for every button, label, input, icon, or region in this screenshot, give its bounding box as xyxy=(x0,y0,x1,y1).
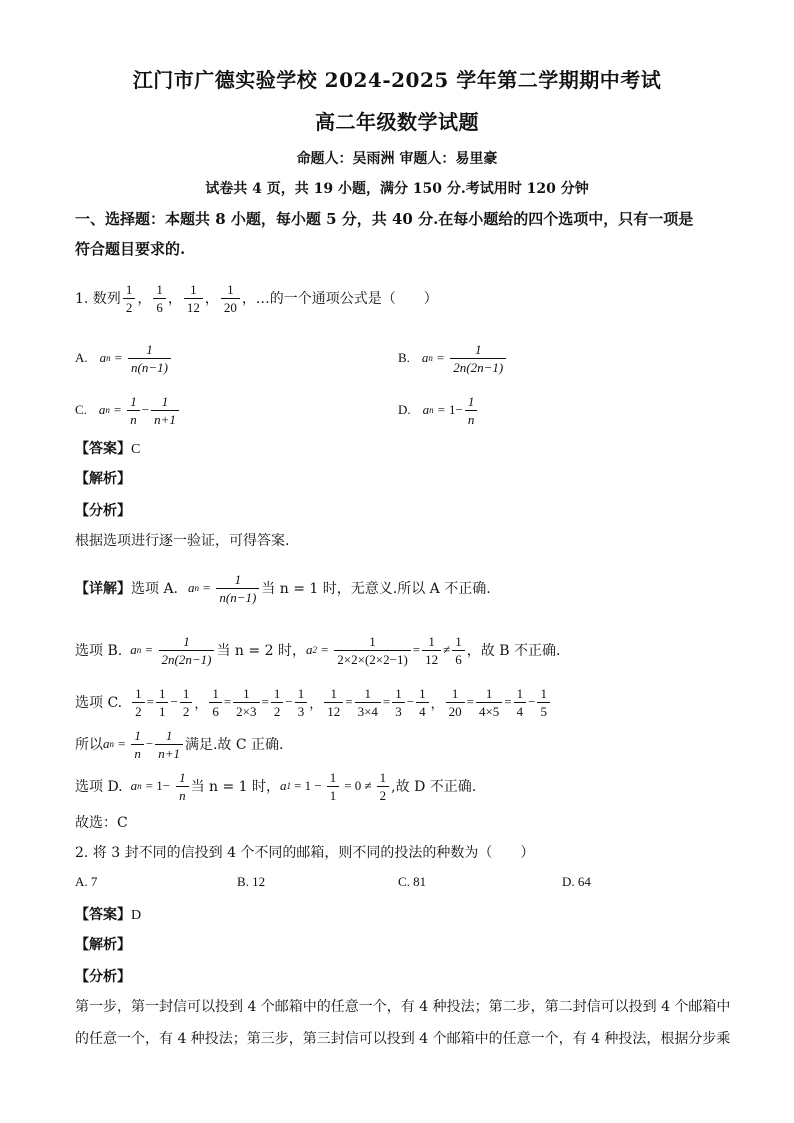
detail-prefix: 选项 C. xyxy=(75,695,123,711)
option-label: C. xyxy=(75,402,87,417)
detail-fraction: $\frac{1}{4}$ xyxy=(416,687,429,718)
detail-fraction: $\frac{1}{2\times 3}$ xyxy=(233,687,259,718)
option-sub: n xyxy=(105,405,110,415)
q2-fenxi-line2: 的任意一个，有 4 种投法；第三步，第三封信可以投到 4 个邮箱中的任意一个，有 4 种投法，根据分步乘 xyxy=(75,1031,731,1047)
exam-subtitle: 高二年级数学试题 xyxy=(315,110,479,134)
option-label: B. xyxy=(398,350,410,365)
option-label: A. xyxy=(75,350,88,365)
detail-fraction: $\frac{1}{n+1}$ xyxy=(155,729,183,760)
q1-detail-d: 选项 D. a n = 1− $\frac{1}{n}$ 当 n = 1 时， a 1 = 1 − $\frac{1}{1}$ = 0 ≠ $\frac{1}{2}$ ,故 D 不正确. xyxy=(75,769,477,803)
q1-sep: ， xyxy=(167,291,182,307)
detail-fraction: $\frac{1}{4}$ xyxy=(514,687,527,718)
option-fraction: $\frac{1}{n+1}$ xyxy=(151,395,179,426)
exam-authors: 命题人：吴雨洲 审题人：易里豪 xyxy=(296,151,498,167)
detail-fraction: $\frac{1}{3}$ xyxy=(392,687,405,718)
detail-expr: = 1 − xyxy=(294,778,322,793)
q1-answer xyxy=(75,438,140,458)
detail-fraction: $\frac{1}{3\times 4}$ xyxy=(355,687,381,718)
detail-fraction: $\frac{1}{6}$ xyxy=(452,635,465,666)
q1-stem xyxy=(75,274,438,322)
detail-eq: = xyxy=(412,642,421,657)
detail-label: 【详解】 xyxy=(75,581,131,597)
q2-analysis-label: 【解析】 xyxy=(75,937,131,953)
q1-fenxi-text: 根据选项进行逐一验证，可得答案. xyxy=(75,533,290,549)
q1-detail-c-conclusion: 所以 a n = $\frac{1}{n}$ − $\frac{1}{n+1}$ 满足.故 C 正确. xyxy=(75,727,284,761)
detail-fraction: $\frac{1}{2}$ xyxy=(271,687,284,718)
q2-option-c[interactable]: C. 81 xyxy=(398,874,427,889)
q1-conclusion: 故选：C xyxy=(75,815,128,831)
detail-fraction: $\frac{1}{n}$ xyxy=(131,729,144,760)
option-lhs: a xyxy=(421,350,429,365)
option-minus: − xyxy=(141,402,150,417)
q2-option-b[interactable]: B. 12 xyxy=(237,874,266,889)
detail-text: ,故 D 不正确. xyxy=(391,779,477,795)
q1-fenxi-label: 【分析】 xyxy=(75,503,131,519)
q2-fenxi-label: 【分析】 xyxy=(75,969,131,985)
q1-seq-term-4: $\frac{1}{20}$ xyxy=(221,283,240,314)
q2-stem: 2. 将 3 封不同的信投到 4 个不同的邮箱，则不同的投法的种数为（ ） xyxy=(75,845,535,861)
q1-sep: ， xyxy=(204,291,219,307)
detail-prefix: 选项 A. xyxy=(131,581,179,597)
exam-title: 江门市广德实验学校 2024-2025 学年第二学期期中考试 xyxy=(132,68,662,92)
q1-detail-a: 【详解】 选项 A. a n = $\frac{1}{n(n-1)}$ 当 n = 1 时，无意义.所以 A 不正确. xyxy=(75,571,491,605)
detail-a2: a xyxy=(305,642,313,657)
section-heading-line1: 一、选择题：本题共 8 小题，每小题 5 分，共 40 分.在每小题给的四个选项中，只有一项是 xyxy=(75,210,694,228)
detail-fraction: $\frac{1}{1}$ xyxy=(156,687,169,718)
option-lhs: a xyxy=(98,402,106,417)
detail-conclusion-text: 满足.故 C 正确. xyxy=(184,737,284,753)
option-fraction: $\frac{1}{n(n-1)}$ xyxy=(128,343,171,374)
detail-conclusion-prefix: 所以 xyxy=(75,737,103,753)
option-fraction: $\frac{1}{n}$ xyxy=(465,395,478,426)
detail-text: 当 n = 1 时，无意义.所以 A 不正确. xyxy=(261,581,491,597)
q1-prefix: 1. 数列 xyxy=(75,291,121,307)
option-fraction: $\frac{1}{n}$ xyxy=(127,395,140,426)
answer-label: 【答案】 xyxy=(75,441,131,457)
detail-neq: ≠ xyxy=(443,642,451,657)
q2-answer xyxy=(75,904,141,924)
q2-fenxi-line1: 第一步，第一封信可以投到 4 个邮箱中的任意一个，有 4 种投法；第二步，第二封信可以投到 4 个邮箱中 xyxy=(75,999,731,1015)
q1-option-d[interactable]: D. a n = 1− $\frac{1}{n}$ xyxy=(398,390,479,430)
detail-mid: 当 n = 2 时， xyxy=(216,643,306,659)
detail-fraction: $\frac{1}{20}$ xyxy=(446,687,465,718)
detail-fraction: $\frac{1}{3}$ xyxy=(295,687,308,718)
option-label: D. xyxy=(398,402,411,417)
option-lhs: a xyxy=(422,402,430,417)
option-lhs: a xyxy=(99,350,107,365)
q1-seq-term-2: $\frac{1}{6}$ xyxy=(153,283,166,314)
q1-option-b[interactable]: B. a n = $\frac{1}{2n(2n-1)}$ xyxy=(398,338,508,378)
q1-option-a[interactable]: A. a n = $\frac{1}{n(n-1)}$ xyxy=(75,338,173,378)
option-sub: n xyxy=(106,353,111,363)
detail-prefix: 选项 B. xyxy=(75,643,123,659)
answer-value: D xyxy=(131,908,142,923)
detail-fraction: $\frac{1}{2}$ xyxy=(132,687,145,718)
answer-label: 【答案】 xyxy=(75,907,131,923)
q2-option-d[interactable]: D. 64 xyxy=(562,874,591,889)
section-heading-line2: 符合题目要求的. xyxy=(75,240,186,258)
detail-fraction: $\frac{1}{2\times 2\times(2\times 2-1)}$ xyxy=(334,635,410,666)
detail-fraction: $\frac{1}{2}$ xyxy=(377,771,390,802)
q1-seq-term-3: $\frac{1}{12}$ xyxy=(184,283,203,314)
detail-fraction: $\frac{1}{2n(2n-1)}$ xyxy=(159,635,215,666)
detail-fraction: $\frac{1}{4\times 5}$ xyxy=(476,687,502,718)
detail-prefix: 选项 D. xyxy=(75,779,123,795)
detail-a2-sub: 2 xyxy=(312,645,317,655)
detail-mid: 当 n = 1 时， xyxy=(190,779,281,795)
option-fraction: $\frac{1}{2n(2n-1)}$ xyxy=(450,343,506,374)
q2-option-a[interactable]: A. 7 xyxy=(75,874,98,889)
q1-detail-b: 选项 B. a n = $\frac{1}{2n(2n-1)}$ 当 n = 2 时， a 2 = $\frac{1}{2\times 2\times(2\times 2-1)}$ = $\frac{1}{12}$ ≠ $\frac{1}{6}$ ，故 B 不正确. xyxy=(75,633,561,667)
detail-a1-sub: 1 xyxy=(286,781,292,791)
detail-a1: a xyxy=(280,778,287,793)
detail-fraction: $\frac{1}{n}$ xyxy=(176,771,189,802)
q1-sep: ， xyxy=(137,291,152,307)
detail-fraction: $\frac{1}{12}$ xyxy=(324,687,343,718)
detail-fraction: $\frac{1}{6}$ xyxy=(209,687,222,718)
q1-detail-c: 选项 C. $\frac{1}{2}$ = $\frac{1}{1}$ − $\frac{1}{2}$ ， $\frac{1}{6}$ = $\frac{1}{2\times 3}$ = $\frac{1}{2}$ − $\frac{1}{3}$ ， $\frac{1}{12}$ = $\frac{1}{3\times 4}$ = $\frac{1}{3}$ − $\frac{1}{4}$ ， $\frac{1}{20}$ = $\frac{1}{4\times 5}$ = $\frac{1}{4}$ − $\frac{1}{5}$ xyxy=(75,680,552,724)
detail-neq: = 0 ≠ xyxy=(344,778,372,793)
option-sub: n xyxy=(428,353,433,363)
detail-text: ，故 B 不正确. xyxy=(466,643,561,659)
option-pre: 1− xyxy=(448,402,463,417)
option-sub: n xyxy=(429,405,434,415)
q1-option-c[interactable]: C. a n = $\frac{1}{n}$ − $\frac{1}{n+1}$ xyxy=(75,390,181,430)
q1-analysis-label: 【解析】 xyxy=(75,471,131,487)
q1-seq-term-1: $\frac{1}{2}$ xyxy=(123,283,136,314)
detail-fraction: $\frac{1}{2}$ xyxy=(180,687,193,718)
detail-fraction: $\frac{1}{5}$ xyxy=(537,687,550,718)
exam-info: 试卷共 4 页，共 19 小题，满分 150 分.考试用时 120 分钟 xyxy=(205,181,589,197)
q1-tail: ，…的一个通项公式是（ ） xyxy=(241,291,438,307)
detail-fraction: $\frac{1}{1}$ xyxy=(327,771,340,802)
detail-fraction: $\frac{1}{12}$ xyxy=(422,635,441,666)
detail-fraction: $\frac{1}{n(n-1)}$ xyxy=(216,573,259,604)
answer-value: C xyxy=(131,442,141,457)
